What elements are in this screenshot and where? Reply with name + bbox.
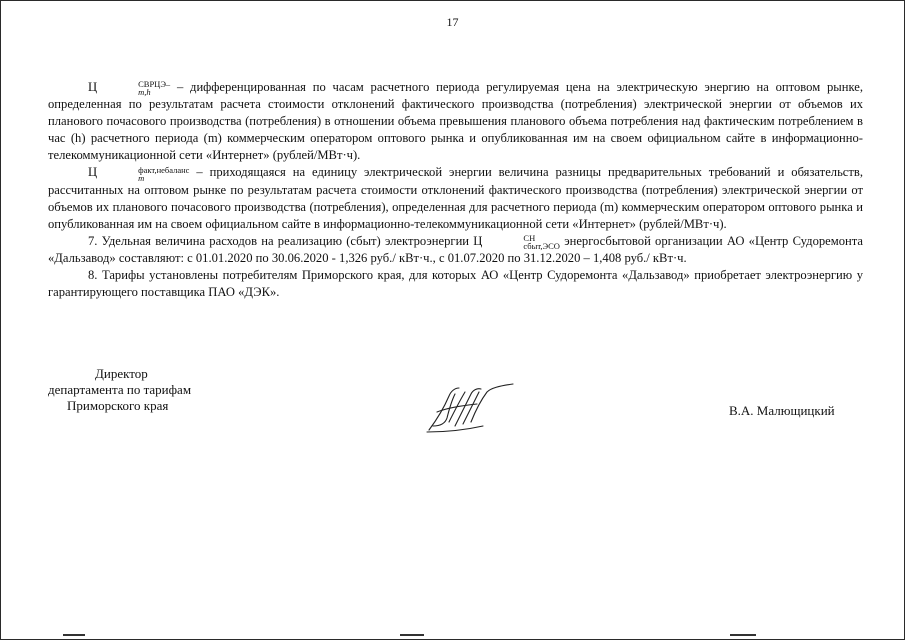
paragraph-price-definition: [48, 79, 863, 164]
sales-cost-symbol: Ц СН сбыт,ЭСО: [473, 232, 560, 251]
price-symbol: Ц СВРЦЭ– m,h: [88, 79, 171, 98]
handwritten-signature: [425, 382, 520, 437]
paragraph-imbalance-definition: [48, 164, 863, 232]
paragraph-text: – дифференцированная по часам расчетного периода регулируемая цена на электрическую энергию на оптовом рынке, определенная по результатам расчета стоимости отклонений фактического производства (потребления) электрической энергии от объемов их планового почасового производства (потребления) в отношении объема превышения планового объема потребления над фактическим потреблением в час (h) расчетного периода (m) коммерческим оператором оптового рынка и опубликованная им на своем официальном сайте в информационно-телекоммуникационной сети «Интернет» (рублей/МВт·ч).: [48, 80, 863, 163]
scan-artifact: [63, 634, 85, 636]
paragraph-item-8: 8. Тарифы установлены потребителям Приморского края, для которых АО «Центр Судоремонта «Дальзавод» приобретает электроэнергию у гарантирующего поставщика ПАО «ДЭК».: [48, 268, 863, 300]
scan-artifact: [400, 634, 424, 636]
title-line: Директор: [95, 366, 148, 381]
signatory-name: В.А. Малющицкий: [729, 403, 835, 418]
document-body: [48, 79, 863, 301]
page-number: 17: [446, 15, 459, 29]
paragraph-text: – приходящаяся на единицу электрической энергии величина разницы предварительных требований и обязательств, рассчитанных на оптовом рынке по результатам расчета стоимости отклонений фактического производства (потребления) электрической энергии от объемов их планового почасового производства (потребления), определенная для расчетного периода (m) коммерческим оператором оптового рынка и опубликованная им на своем официальном сайте в информационно-телекоммуникационной сети «Интернет» (рублей/МВт·ч).: [48, 165, 863, 231]
scan-artifact: [730, 634, 756, 636]
signatory-title: [48, 366, 191, 414]
title-line: департамента по тарифам: [48, 382, 192, 397]
title-line: Приморского края: [67, 398, 169, 413]
imbalance-symbol: Ц факт,небаланс m: [88, 164, 190, 183]
paragraph-item-7: 7. Удельная величина расходов на реализацию (сбыт) электроэнергии Ц СН сбыт,ЭСО энергосбытовой организации АО «Центр Судоремонта «Дальзавод» составляют: с 01.01.2020 по 30.06.2020 - 1,326 руб./ кВт·ч., с 01.07.2020 по 31.12.2020 – 1,408 руб./ кВт·ч.: [48, 232, 864, 265]
